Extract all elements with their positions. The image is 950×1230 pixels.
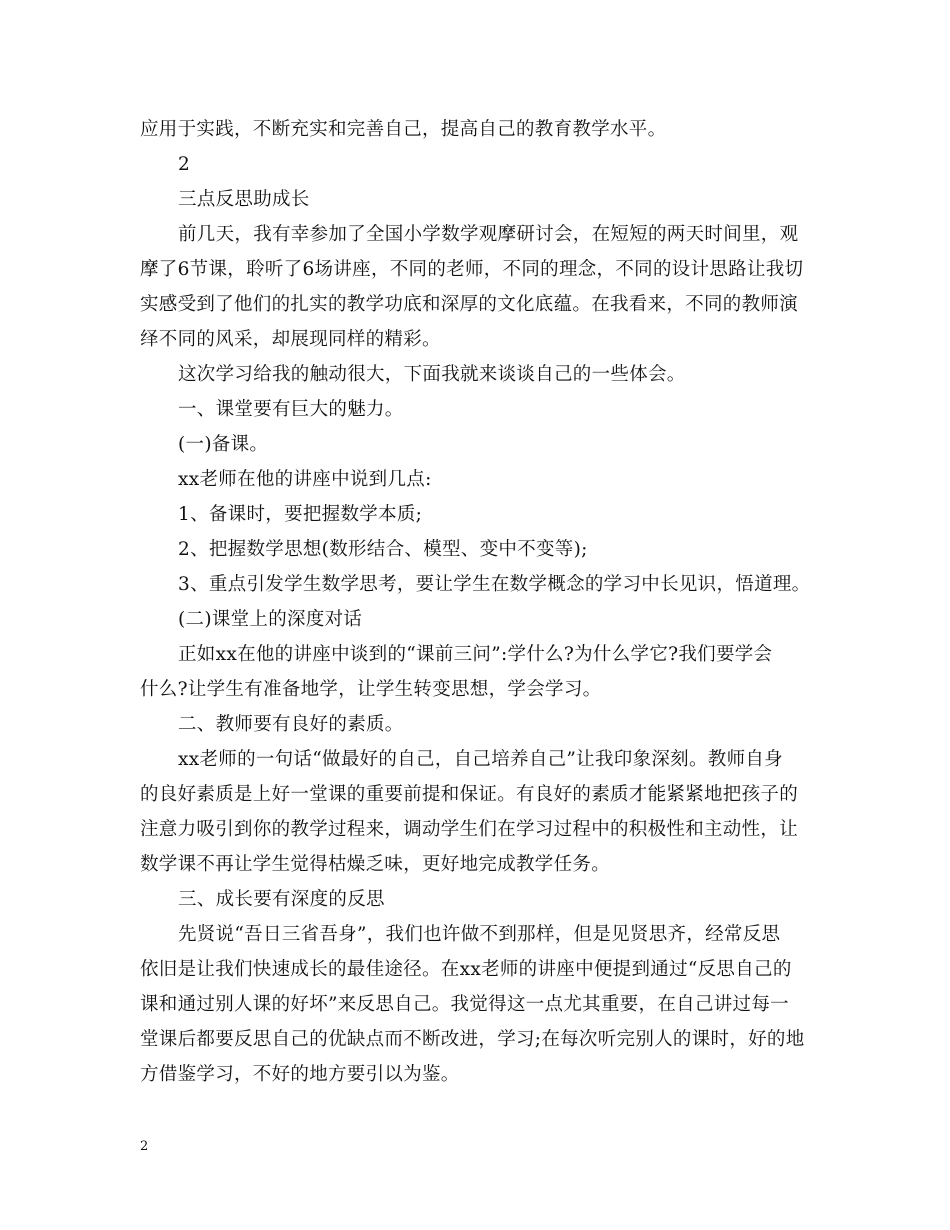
heading-line: 二、教师要有良好的素质。: [178, 714, 404, 735]
text-line: 注意力吸引到你的教学过程来，调动学生们在学习过程中的积极性和主动性，让: [140, 819, 799, 840]
text-line: xx老师的一句话“做最好的自己，自己培养自己”让我印象深刻。教师自身: [178, 749, 783, 770]
heading-line: 一、课堂要有巨大的魅力。: [178, 399, 404, 420]
article-title: 三点反思助成长: [178, 189, 310, 210]
text-line: xx老师在他的讲座中说到几点:: [178, 469, 432, 490]
text-line: 先贤说“吾日三省吾身”，我们也许做不到那样，但是见贤思齐，经常反思: [178, 924, 781, 945]
text-line: 依旧是让我们快速成长的最佳途径。在xx老师的讲座中便提到通过“反思自己的: [140, 959, 792, 980]
list-item: 2、把握数学思想(数形结合、模型、变中不变等);: [178, 539, 588, 560]
heading-line: 三、成长要有深度的反思: [178, 889, 385, 910]
text-line: 的良好素质是上好一堂课的重要前提和保证。有良好的素质才能紧紧地把孩子的: [140, 784, 799, 805]
text-line: 摩了6节课，聆听了6场讲座，不同的老师，不同的理念，不同的设计思路让我切: [140, 259, 804, 280]
text-line: 实感受到了他们的扎实的教学功底和深厚的文化底蕴。在我看来，不同的教师演: [140, 294, 799, 315]
text-line: 前几天，我有幸参加了全国小学数学观摩研讨会，在短短的两天时间里，观: [178, 224, 799, 245]
text-line: 正如xx在他的讲座中谈到的“课前三问”:学什么?为什么学它?我们要学会: [178, 644, 773, 665]
list-item: 3、重点引发学生数学思考，要让学生在数学概念的学习中长见识，悟道理。: [178, 574, 811, 595]
page-number: 2: [140, 1139, 149, 1154]
subheading-line: (二)课堂上的深度对话: [178, 609, 363, 630]
text-line: 课和通过别人课的好坏”来反思自己。我觉得这一点尤其重要，在自己讲过每一: [140, 994, 789, 1015]
subheading-line: (一)备课。: [178, 434, 269, 455]
text-line: 方借鉴学习，不好的地方要引以为鉴。: [140, 1064, 460, 1085]
section-number: 2: [178, 154, 191, 175]
text-line: 绎不同的风采，却展现同样的精彩。: [140, 329, 441, 350]
text-line: 堂课后都要反思自己的优缺点而不断改进，学习;在每次听完别人的课时，好的地: [140, 1029, 805, 1050]
text-line: 应用于实践，不断充实和完善自己，提高自己的教育教学水平。: [140, 119, 667, 140]
text-line: 这次学习给我的触动很大，下面我就来谈谈自己的一些体会。: [178, 364, 686, 385]
text-line: 数学课不再让学生觉得枯燥乏味，更好地完成教学任务。: [140, 854, 611, 875]
text-line: 什么?让学生有准备地学，让学生转变思想，学会学习。: [140, 679, 602, 700]
list-item: 1、备课时，要把握数学本质;: [178, 504, 423, 525]
